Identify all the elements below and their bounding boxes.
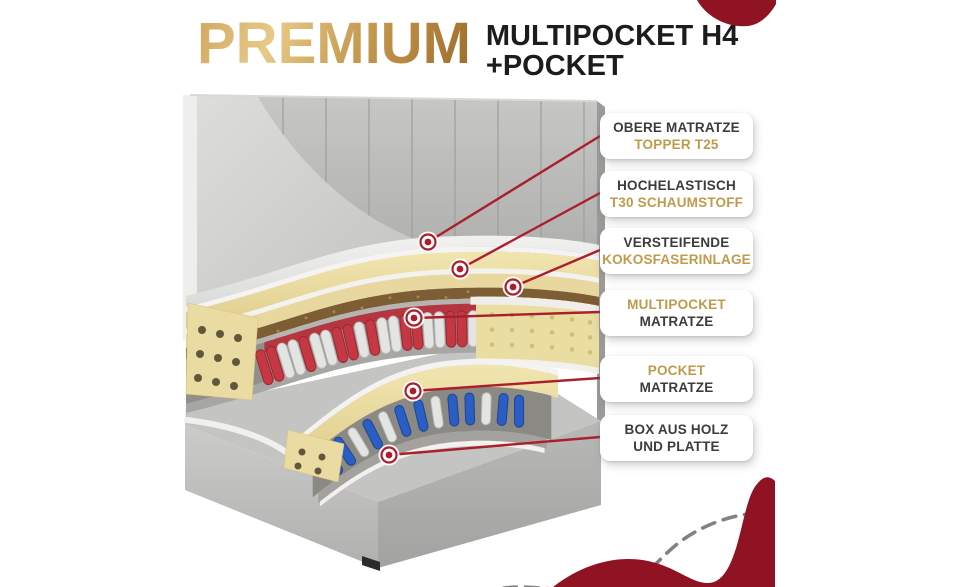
quilt-dimple [490,342,495,347]
foam-hole [198,326,206,334]
callout-line-accent: T30 SCHAUMSTOFF [609,195,744,210]
product-title-line1: MULTIPOCKET H4 [485,20,739,52]
product-title [486,21,738,81]
coconut-speckle [445,296,448,299]
quilt-dimple [490,327,495,332]
callout-marker-1-dot [425,239,432,246]
callout-marker-4-dot [411,315,418,322]
callout-marker-5-dot [410,388,417,395]
quilt-dimple [588,335,593,340]
foam-hole [214,354,222,362]
callout-marker-2-dot [457,266,464,273]
callout-line: VERSTEIFENDE [623,235,730,250]
product-title-line2: +POCKET [485,50,624,82]
callout-marker-6-dot [386,452,393,459]
quilt-dimple [570,332,575,337]
callout-line: HOCHELASTISCH [617,178,736,193]
callout-line: UND PLATTE [633,439,720,454]
coconut-speckle [417,295,420,298]
foam-hole [319,454,326,461]
callout-box-aus-holz [600,415,753,461]
callout-multipocket [600,290,753,336]
quilt-dimple [550,330,555,335]
foam-hole [212,378,220,386]
foam-hole [230,382,238,390]
pocket-spring [481,393,491,425]
foam-hole [295,463,302,470]
coconut-speckle [389,296,392,299]
callout-line-accent: POCKET [647,363,706,378]
quilt-dimple [510,343,515,348]
coconut-speckle [305,316,308,319]
quilt-dimple [570,347,575,352]
callout-line-accent: KOKOSFASERINLAGE [602,252,751,267]
callout-marker-3-dot [510,284,517,291]
callout-hochelastisch [600,171,753,217]
foam-hole [234,334,242,342]
callout-line-accent: MULTIPOCKET [627,297,726,312]
coconut-speckle [361,306,364,309]
pocket-spring [465,393,475,425]
header [197,12,738,81]
foam-hole [232,358,240,366]
callout-line-accent: TOPPER T25 [634,137,719,152]
foam-hole [299,449,306,456]
foam-wedge [186,303,258,400]
foam-hole [196,350,204,358]
callout-pocket [600,356,753,402]
callout-versteifende [600,228,753,274]
coconut-speckle [333,310,336,313]
quilt-dimple [550,345,555,350]
callout-line: MATRATZE [639,314,714,329]
callout-line: BOX AUS HOLZ [624,422,729,437]
foam-hole [194,374,202,382]
coconut-speckle [277,330,280,333]
foam-hole [216,330,224,338]
coconut-speckle [467,290,470,293]
quilt-dimple [530,344,535,349]
quilt-dimple [570,317,575,322]
quilt-dimple [530,329,535,334]
quilt-dimple [588,350,593,355]
callout-line: OBERE MATRATZE [613,120,740,135]
quilt-dimple [588,320,593,325]
foam-hole [315,468,322,475]
pocket-spring [515,395,524,427]
quilt-dimple [510,328,515,333]
quilt-dimple [550,315,555,320]
brand-title: PREMIUM [197,11,471,76]
callout-line: MATRATZE [639,380,714,395]
callout-obere-matratze [600,113,753,159]
